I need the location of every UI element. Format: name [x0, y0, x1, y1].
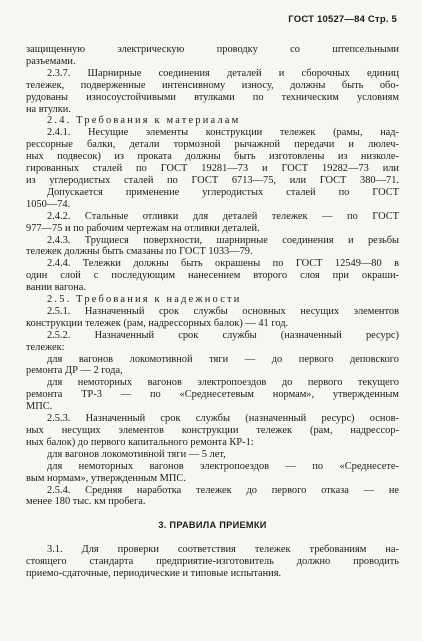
text-line: Допускается применение углеродистых сталей по ГОСТ — [47, 186, 399, 198]
text-line: менее 180 тыс. км пробега. — [26, 496, 146, 508]
text-line: 977—75 и по рабочим чертежам на отливки деталей. — [26, 222, 260, 234]
text-line: для вагонов локомотивной тяги — до первого деповского — [47, 353, 399, 365]
text-line: для немоторных вагонов электропоездов — по «Среднесете- — [47, 460, 399, 472]
paragraph-2-3-7: 2.3.7. Шарнирные соединения деталей и сборочных единиц — [47, 67, 399, 79]
paragraph-2-5-3: 2.5.3. Назначенный срок службы (назначенный ресурс) основ- — [47, 413, 399, 425]
text-line: разъемами. — [26, 55, 76, 67]
text-line: из углеродистых сталей по ГОСТ 6713—75, или ГОСТ 380—71. — [26, 174, 399, 186]
section-heading-2-4: 2.4. Требования к материалам — [47, 115, 241, 127]
text-line: МПС. — [26, 401, 53, 413]
text-line: на втулки. — [26, 103, 71, 115]
text-line: вым нормам», утвержденным МПС. — [26, 472, 186, 484]
text-line: ных балок) до первого капитального ремонта КР-1: — [26, 436, 254, 448]
document-body — [26, 44, 399, 580]
text-line: тележек, подверженные интенсивному износу, должны быть обо- — [26, 79, 399, 91]
text-line: ных подвесок) из проката должны быть изготовлены из низколе- — [26, 151, 399, 163]
text-line: для вагонов локомотивной тяги — 5 лет, — [47, 448, 226, 460]
text-line: ных несущих элементов конструкции тележек (рам, надрессор- — [26, 425, 399, 436]
paragraph-2-5-2: 2.5.2. Назначенный срок службы (назначенный ресурс) — [47, 329, 399, 341]
paragraph-3-1: 3.1. Для проверки соответствия тележек требованиям на- — [47, 544, 399, 556]
text-line: 1050—74. — [26, 198, 71, 210]
paragraph-2-5-4: 2.5.4. Средняя наработка тележек до первого отказа — не — [47, 484, 399, 496]
text-line: гированных сталей по ГОСТ 19281—73 и ГОСТ 19282—73 или — [26, 163, 399, 175]
text-line: ремонта ТР-3 — по «Среднесетевым нормам», утвержденным — [26, 389, 399, 401]
paragraph-2-4-4: 2.4.4. Тележки должны быть окрашены по ГОСТ 12549—80 в — [47, 258, 399, 270]
paragraph-2-4-1: 2.4.1. Несущие элементы конструкции тележек (рамы, над- — [47, 127, 399, 139]
text-line: ремонта ДР — 2 года, — [26, 365, 123, 377]
section-spacer — [26, 532, 399, 544]
text-line: рудованы износоустойчивыми втулками по техническим условиям — [26, 91, 399, 103]
section-spacer — [26, 508, 399, 520]
text-line: для немоторных вагонов электропоездов до первого текущего — [47, 377, 399, 389]
text-line: защищенную электрическую проводку со штепсельными — [26, 44, 399, 55]
paragraph-2-4-2: 2.4.2. Стальные отливки для деталей тележек — по ГОСТ — [47, 210, 399, 222]
section-heading-2-5: 2.5. Требования к надежности — [47, 294, 242, 306]
text-line: приемо-сдаточные, периодические и типовые испытания. — [26, 568, 282, 580]
text-line: вании вагона. — [26, 282, 87, 294]
text-line: тележек: — [26, 341, 65, 353]
text-line: рессорные балки, детали тормозной рычажной передачи и люлеч- — [26, 139, 399, 151]
text-line: стоящего стандарта предприятие-изготовитель должно проводить — [26, 556, 399, 568]
text-line: конструкции тележек (рам, надрессорных балок) — 41 год. — [26, 317, 289, 329]
page-header: ГОСТ 10527—84 Стр. 5 — [288, 14, 397, 25]
text-line: тележек должны быть смазаны по ГОСТ 1033—79. — [26, 246, 253, 258]
paragraph-2-4-3: 2.4.3. Трущиеся поверхности, шарнирные соединения и резьбы — [47, 234, 399, 246]
section-title-3: 3. ПРАВИЛА ПРИЕМКИ — [158, 520, 267, 531]
text-line: один слой с последующим нанесением второго слоя при окраши- — [26, 270, 399, 282]
paragraph-2-5-1: 2.5.1. Назначенный срок службы основных несущих элементов — [47, 305, 399, 317]
